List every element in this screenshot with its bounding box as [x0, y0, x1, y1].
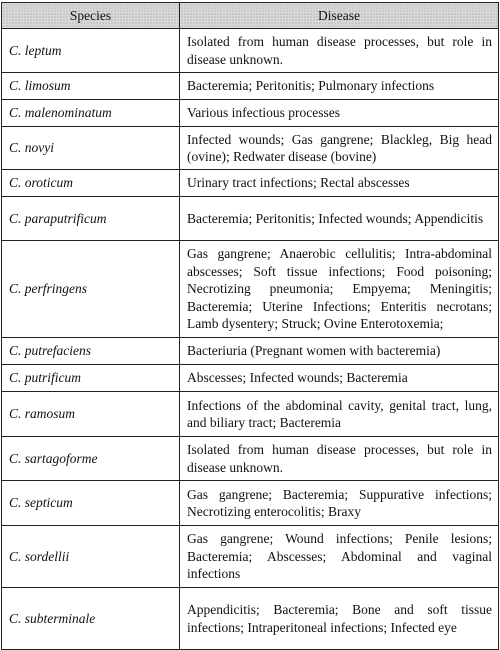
disease-cell: Infected wounds; Gas gangrene; Blackleg, Big head (ovine); Redwater disease (bovine)	[180, 127, 499, 170]
species-cell: C. novyi	[2, 127, 180, 170]
table-row	[2, 392, 499, 437]
species-cell: C. putrefaciens	[2, 338, 180, 365]
species-cell: C. subterminale	[2, 588, 180, 650]
species-cell: C. paraputrificum	[2, 197, 180, 241]
table-row	[2, 588, 499, 650]
table-row	[2, 29, 499, 73]
disease-cell: Abscesses; Infected wounds; Bacteremia	[180, 365, 499, 392]
table-row	[2, 338, 499, 365]
species-disease-table	[1, 2, 499, 650]
disease-cell: Bacteremia; Peritonitis; Pulmonary infections	[180, 73, 499, 100]
disease-cell: Urinary tract infections; Rectal abscesses	[180, 170, 499, 197]
species-cell: C. malenominatum	[2, 100, 180, 127]
header-row	[2, 3, 499, 29]
disease-cell: Infections of the abdominal cavity, genital tract, lung, and biliary tract; Bacteremia	[180, 392, 499, 437]
species-cell: C. leptum	[2, 29, 180, 73]
table-row	[2, 365, 499, 392]
disease-cell: Gas gangrene; Anaerobic cellulitis; Intra-abdominal abscesses; Soft tissue infections; Food poisoning; Necrotizing pneumonia; Empyema; Meningitis; Bacteremia; Uterine Infections; Enteritis necrotans; Lamb dysentery; Struck; Ovine Enterotoxemia;	[180, 241, 499, 338]
disease-cell: Gas gangrene; Bacteremia; Suppurative infections; Necrotizing enterocolitis; Braxy	[180, 481, 499, 526]
table-row	[2, 526, 499, 588]
disease-cell: Isolated from human disease processes, but role in disease unknown.	[180, 437, 499, 481]
species-cell: C. perfringens	[2, 241, 180, 338]
disease-cell: Various infectious processes	[180, 100, 499, 127]
table-row	[2, 481, 499, 526]
table-row	[2, 241, 499, 338]
species-cell: C. sordellii	[2, 526, 180, 588]
table-row	[2, 170, 499, 197]
table-row	[2, 127, 499, 170]
table-row	[2, 197, 499, 241]
table-row	[2, 100, 499, 127]
disease-cell: Gas gangrene; Wound infections; Penile lesions; Bacteremia; Abscesses; Abdominal and vaginal infections	[180, 526, 499, 588]
table-row	[2, 73, 499, 100]
species-cell: C. oroticum	[2, 170, 180, 197]
header-disease: Disease	[180, 3, 499, 29]
species-cell: C. ramosum	[2, 392, 180, 437]
disease-cell: Isolated from human disease processes, but role in disease unknown.	[180, 29, 499, 73]
disease-cell: Bacteriuria (Pregnant women with bacteremia)	[180, 338, 499, 365]
header-species: Species	[2, 3, 180, 29]
species-cell: C. limosum	[2, 73, 180, 100]
disease-cell: Bacteremia; Peritonitis; Infected wounds; Appendicitis	[180, 197, 499, 241]
disease-cell: Appendicitis; Bacteremia; Bone and soft tissue infections; Intraperitoneal infections; Infected eye	[180, 588, 499, 650]
table-row	[2, 437, 499, 481]
species-cell: C. putrificum	[2, 365, 180, 392]
species-cell: C. septicum	[2, 481, 180, 526]
species-cell: C. sartagoforme	[2, 437, 180, 481]
